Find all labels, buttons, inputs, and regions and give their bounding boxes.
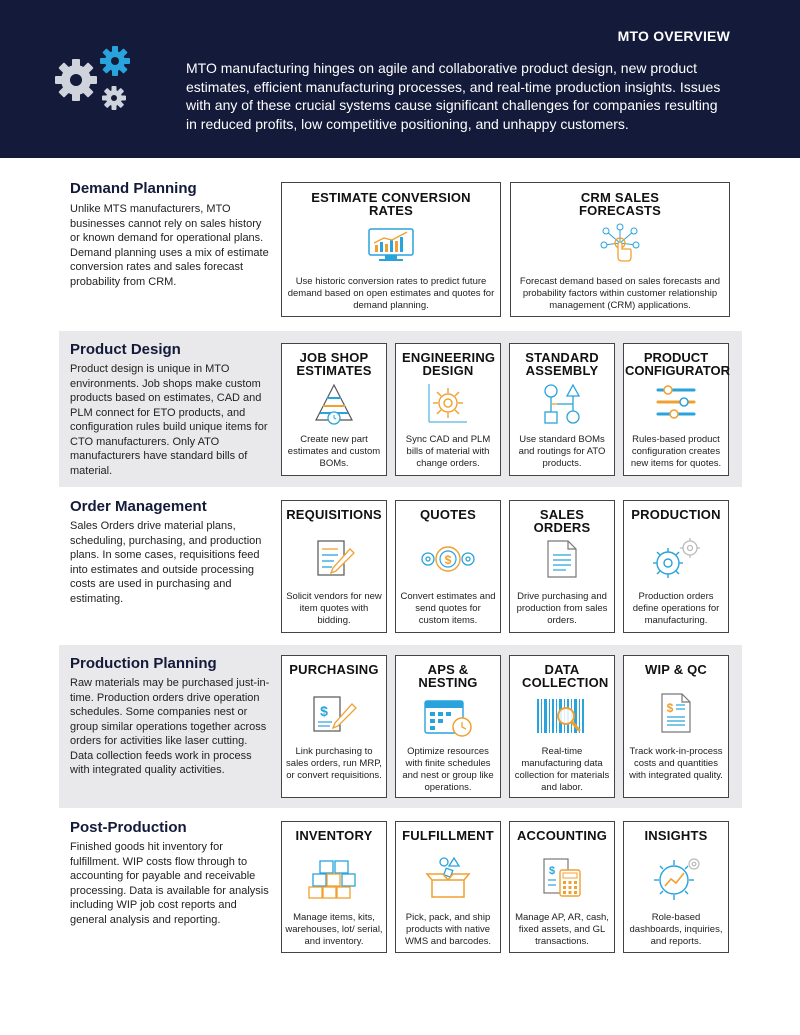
card-description: Forecast demand based on sales forecasts and probability factors within customer relationship management (CRM) applications. [519,276,721,311]
card-title: PRODUCT CONFIGURATOR [625,350,730,378]
card-description: Track work-in-process costs and quantities with integrated quality. [629,746,723,781]
pyramid-clock-icon [311,382,357,426]
card-accounting [509,821,615,953]
card-description: Real-time manufacturing data collection for materials and labor. [514,746,610,793]
card-sales-orders [509,500,615,633]
card-title: PRODUCTION [631,507,721,522]
card-title: QUOTES [419,507,477,522]
gears-icon [648,535,704,583]
card-title: WIP & QC [644,662,708,677]
form-pencil-icon [312,537,356,581]
card-title: ACCOUNTING [516,828,608,843]
touch-network-icon [598,223,642,265]
card-job-shop-estimates [281,343,387,476]
card-requisitions [281,500,387,633]
card-title: INSIGHTS [644,828,708,843]
card-description: Role-based dashboards, inquiries, and reports. [629,912,723,947]
section-title-order-management: Order Management [70,498,207,515]
section-title-post-production: Post-Production [70,819,187,836]
dollar-gears-icon [418,537,478,581]
card-title: STANDARD ASSEMBLY [525,350,599,378]
card-title: SALES ORDERS [533,507,591,535]
open-box-icon [424,854,472,900]
section-text-post-production: Finished goods hit inventory for fulfillment. WIP costs flow through to accounting for payable and receivable processing. Data is available for analysis including WIP job cost reports and general analysis and reporting. [70,841,269,926]
gear-chart-icon [648,854,704,902]
card-description: Sync CAD and PLM bills of material with change orders. [405,434,491,469]
card-title: REQUISITIONS [286,507,382,522]
card-title: PURCHASING [289,662,379,677]
card-description: Pick, pack, and ship products with native WMS and barcodes. [404,912,492,947]
card-description: Manage items, kits, warehouses, lot/ serial, and inventory. [285,912,383,947]
svg-text:$: $ [444,553,452,567]
card-description: Use historic conversion rates to predict future demand based on open estimates and quotes for demand planning. [287,276,495,311]
document-icon [544,537,580,581]
card-title: JOB SHOP ESTIMATES [296,350,372,378]
card-description: Link purchasing to sales orders, run MRP, or convert requisitions. [286,746,382,781]
section-text-production-planning: Raw materials may be purchased just-in-time. Production orders drive operation schedules. Some companies nest or group similar operations together across orders for activities like laser cutting. Data collection feeds work in process with integrated quality activities. [70,677,270,776]
card-data-collection [509,655,615,798]
card-insights [623,821,729,953]
card-title: DATA COLLECTION [522,662,609,690]
intro-paragraph: MTO manufacturing hinges on agile and collaborative product design, new product estimates, efficient manufacturing processes, and real-time production insights. Issues with any of these crucial systems cause significant challenges for companies resulting in reduced profits, low competitive positioning, and unhappy customers. [186,60,721,132]
card-wip-qc [623,655,729,798]
section-title-production-planning: Production Planning [70,655,217,672]
card-title: ENGINEERING DESIGN [402,350,496,378]
card-estimate-conversion-rates [281,182,501,317]
card-title: INVENTORY [295,828,373,843]
card-title: ESTIMATE CONVERSION RATES [311,190,471,218]
svg-text:$: $ [666,701,674,715]
calendar-clock-icon [422,696,474,738]
card-aps-nesting [395,655,501,798]
card-purchasing [281,655,387,798]
section-text-order-management: Sales Orders drive material plans, scheduling, purchasing, and production plans. In some cases, requisitions feed into estimates and outside processing costs are used in purchasing and estimating. [70,520,262,605]
card-description: Convert estimates and send quotes for custom items. [400,591,496,626]
flow-shapes-icon [540,382,584,426]
gear-blueprint-icon [427,382,469,424]
page-title: MTO OVERVIEW [617,28,730,44]
card-title: CRM SALES FORECASTS [579,190,661,218]
card-standard-assembly [509,343,615,476]
card-title: FULFILLMENT [402,828,494,843]
card-description: Production orders define operations for manufacturing. [632,591,720,626]
card-description: Drive purchasing and production from sales orders. [516,591,608,626]
card-description: Rules-based product configuration creates new items for quotes. [630,434,722,469]
sliders-icon [654,384,698,424]
card-description: Create new part estimates and custom BOMs. [287,434,381,469]
card-production [623,500,729,633]
svg-text:$: $ [320,703,328,719]
calculator-doc-icon [540,856,584,900]
card-title: APS & NESTING [418,662,478,690]
card-description: Use standard BOMs and routings for ATO products. [518,434,606,469]
card-fulfillment [395,821,501,953]
chart-monitor-icon [367,227,415,265]
svg-text:$: $ [548,865,556,877]
card-description: Optimize resources with finite schedules and nest or group like operations. [402,746,494,793]
gears-logo-icon [52,42,134,114]
card-product-configurator [623,343,729,476]
card-quotes [395,500,501,633]
card-description: Manage AP, AR, cash, fixed assets, and GL transactions. [515,912,609,947]
section-title-demand-planning: Demand Planning [70,180,197,197]
section-title-product-design: Product Design [70,341,181,358]
card-crm-sales-forecasts [510,182,730,317]
section-text-product-design: Product design is unique in MTO environments. Job shops make custom products based on estimates, CAD and PLM connect for ETO products, and configuration rules build unique items for CTO manufacturers. Only ATO manufacturers have standard bills of material. [70,363,268,477]
dollar-doc-pencil-icon [310,694,358,736]
stacked-boxes-icon [306,858,362,900]
barcode-magnifier-icon [534,696,590,738]
card-description: Solicit vendors for new item quotes with bidding. [286,591,382,626]
card-engineering-design [395,343,501,476]
header-banner [0,0,800,158]
dollar-document-icon [658,690,694,736]
card-inventory [281,821,387,953]
section-text-demand-planning: Unlike MTS manufacturers, MTO businesses cannot rely on sales history or known demand for operational plans. Demand planning uses a mix of estimate conversion rates and sales forecast probability from CRM. [70,203,269,288]
